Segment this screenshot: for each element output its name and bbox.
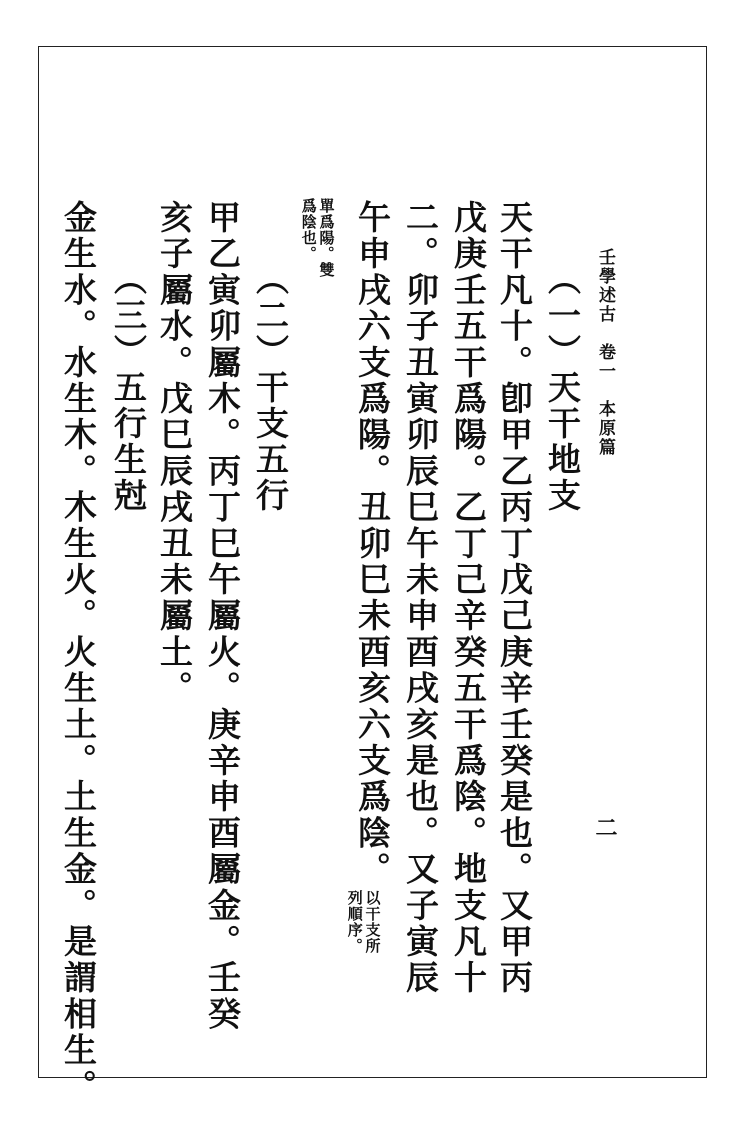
text-line: 金生水。水生木。木生火。火生土。土生金。是謂相生。 [59, 200, 98, 1105]
section-heading-3: （三）五行生尅 [109, 262, 148, 514]
text-line: 午申戌六支爲陽。丑卯巳未酉亥六支爲陰。 [353, 200, 392, 888]
note-line: 以干支所 [363, 890, 382, 954]
running-title: 壬學述古 卷一 本原篇 [595, 248, 615, 457]
note-line: 列順序。 [345, 890, 364, 954]
text-line: 甲乙寅卯屬木。丙丁巳午屬火。庚辛申酉屬金。壬癸 [203, 200, 242, 1033]
text-line: 天干凡十。卽甲乙丙丁戊己庚辛壬癸是也。又甲丙 [495, 200, 534, 997]
page-number: 二 [592, 816, 618, 838]
text-line: 二。卯子丑寅卯辰巳午未申酉戌亥是也。又子寅辰 [401, 200, 440, 997]
section-heading-2: （二）干支五行 [251, 262, 290, 514]
section-heading-1: （一）天干地支 [543, 262, 582, 514]
note-line: 單爲陽。雙 [317, 198, 336, 278]
interlinear-note [346, 890, 380, 954]
text-line: 戊庚壬五干爲陽。乙丁己辛癸五干爲陰。地支凡十 [449, 200, 488, 997]
text-line: 亥子屬水。戊巳辰戌丑未屬土。 [155, 200, 194, 707]
note-line: 爲陰也。 [299, 198, 318, 262]
interlinear-note [300, 198, 334, 278]
